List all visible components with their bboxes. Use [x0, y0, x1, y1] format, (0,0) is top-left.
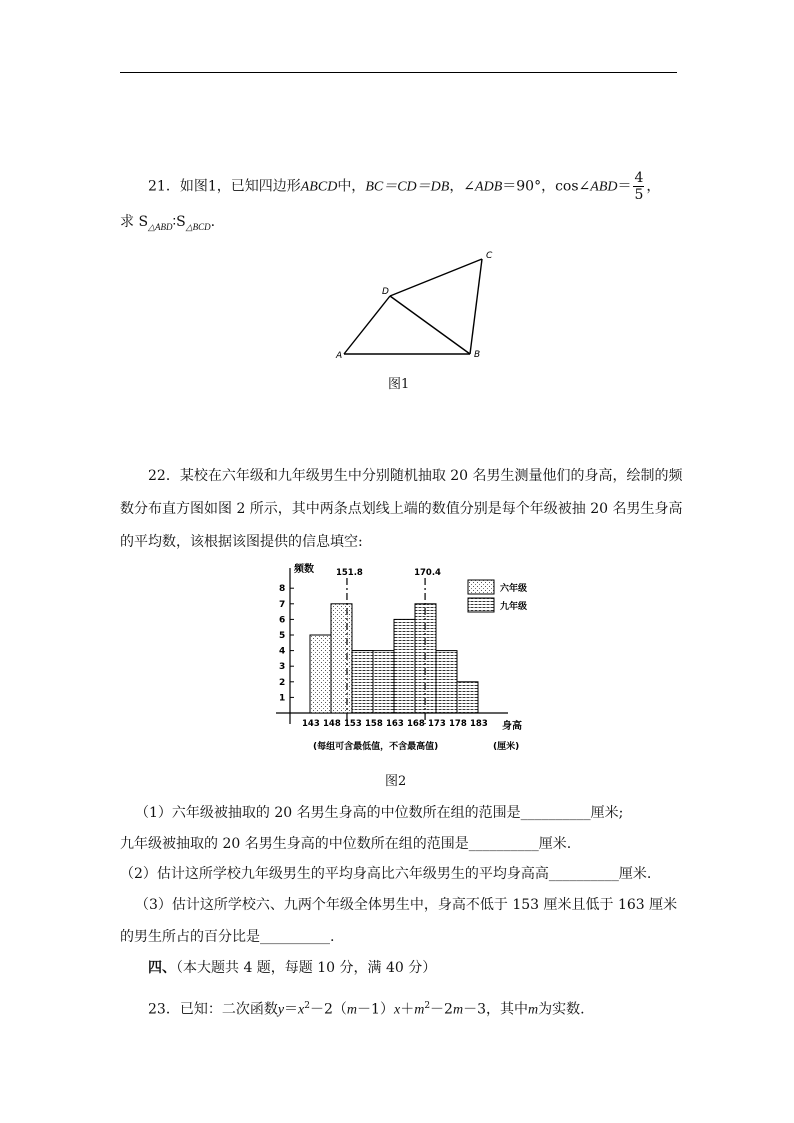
- q23-x2: x: [393, 1002, 401, 1018]
- x-tick-label: 143: [302, 719, 320, 729]
- y-tick-label: 2: [279, 677, 286, 688]
- vertex-label-B: B: [474, 350, 481, 360]
- q23-m1: m: [346, 1002, 358, 1018]
- q23-m3: m: [452, 1002, 464, 1018]
- q21-text-f: ，: [646, 178, 661, 195]
- bar-grade9: [457, 682, 478, 713]
- q21-text-d: ＝90°，cos∠: [502, 178, 591, 195]
- q23-sq1: 2: [304, 1001, 310, 1011]
- fraction-numerator: 4: [634, 170, 644, 186]
- x-tick-label: 148: [323, 719, 341, 729]
- figure-2-caption: 图2: [385, 774, 407, 789]
- mean-label: 151.8: [335, 568, 363, 578]
- q21-text-b: 中，: [337, 178, 366, 195]
- edge-CB: [470, 259, 482, 354]
- q21-text-c: ，∠: [449, 178, 476, 195]
- q22-part3b: 的男生所占的百分比是__________.: [120, 929, 335, 945]
- fraction-denominator: 5: [634, 187, 644, 203]
- q22-part3a: （3）估计这所学校六、九两个年级全体男生中，身高不低于 153 厘米且低于 163 厘米: [135, 897, 678, 913]
- q21-sub1: △ABD: [148, 221, 173, 232]
- figure-2-histogram: [268, 558, 558, 758]
- x-tick-label: 158: [365, 719, 383, 729]
- q23-b: ＝: [284, 1001, 299, 1018]
- vertex-label-A: A: [336, 351, 343, 361]
- edge-DB: [390, 296, 470, 354]
- chart-unit: (厘米): [493, 742, 520, 752]
- q23-a: 23．已知：二次函数: [148, 1001, 278, 1018]
- x-tick-label: 173: [428, 719, 446, 729]
- q21-abcd: ABCD: [300, 179, 338, 195]
- bar-grade6: [331, 604, 352, 713]
- q21-fraction: [633, 170, 644, 203]
- y-tick-label: 1: [279, 693, 286, 704]
- q22-part1b: 九年级被抽取的 20 名男生身高的中位数所在组的范围是__________厘米.: [120, 836, 572, 852]
- q23-y: y: [277, 1002, 285, 1018]
- vertex-label-C: C: [486, 251, 493, 261]
- q23-f: －2: [430, 1001, 453, 1018]
- x-tick-label: 183: [470, 719, 488, 729]
- q22-line2: 数分布直方图如图 2 所示，其中两条点划线上端的数值分别是每个年级被抽 20 名男生身高: [120, 501, 683, 517]
- legend-label-grade9: 九年级: [500, 602, 528, 612]
- q21-text-a: 如图1，已知四边形: [179, 178, 301, 195]
- edge-AD: [344, 296, 390, 354]
- q23-g: －3，其中: [463, 1001, 529, 1018]
- q22-part1a: （1）六年级被抽取的 20 名男生身高的中位数所在组的范围是__________厘米;: [135, 805, 624, 821]
- q21-sub2: △BCD: [185, 221, 211, 232]
- q21-line2: [120, 212, 215, 237]
- q22-part2: （2）估计这所学校九年级男生的平均身高比六年级男生的平均身高高__________厘米.: [120, 866, 652, 882]
- header-rule: [120, 72, 677, 73]
- edge-DC: [390, 259, 482, 296]
- y-tick-label: 5: [279, 631, 286, 641]
- x-tick-label: 153: [344, 719, 362, 729]
- bar-grade9: [436, 651, 457, 713]
- vertex-label-D: D: [382, 287, 389, 297]
- mean-label: 170.4: [414, 568, 441, 578]
- y-tick-label: 7: [279, 599, 286, 610]
- q23-sq2: 2: [424, 1001, 431, 1011]
- y-tick-label: 8: [279, 584, 286, 595]
- q21-line2-c: .: [210, 214, 216, 230]
- y-axis-title: 频数: [294, 564, 314, 575]
- q23-c: －2（: [310, 1001, 347, 1018]
- chart-note: (每组可含最低值，不含最高值): [313, 742, 439, 752]
- q21-adb: ADB: [475, 179, 503, 195]
- q22-line1: 22．某校在六年级和九年级男生中分别随机抽取 20 名男生测量他们的身高，绘制的频: [148, 468, 683, 484]
- x-tick-label: 178: [449, 719, 467, 729]
- y-tick-label: 3: [279, 662, 286, 673]
- section-4-heading: [148, 958, 436, 978]
- legend-swatch-grade6: [468, 580, 494, 594]
- q21-eq1: BC＝CD＝DB: [365, 179, 450, 195]
- bar-grade9: [373, 651, 394, 713]
- y-tick-label: 4: [279, 646, 286, 657]
- q21-line2-b: ∶S: [172, 214, 186, 230]
- q23-m2: m: [414, 1002, 425, 1018]
- y-tick-label: 6: [279, 615, 286, 626]
- figure-1-quadrilateral: [330, 240, 510, 370]
- legend-swatch-grade9: [468, 598, 494, 612]
- q23-m4: m: [528, 1002, 539, 1018]
- q23-x1: x: [298, 1002, 305, 1018]
- q21-number: 21．: [148, 178, 180, 195]
- bar-grade9: [352, 651, 373, 713]
- bar-grade9: [394, 619, 415, 713]
- q23-e: ＋: [400, 1001, 415, 1018]
- x-tick-label: 168: [407, 719, 425, 729]
- section-4-title: 四、: [148, 960, 176, 976]
- section-4-text: （本大题共 4 题，每题 10 分，满 40 分）: [176, 960, 437, 976]
- legend-label-grade6: 六年级: [500, 584, 528, 594]
- q21-text-e: ＝: [617, 178, 632, 195]
- bar-grade6: [310, 635, 331, 713]
- x-tick-label: 163: [386, 719, 404, 729]
- q21-line2-a: 求 S: [120, 214, 149, 230]
- q23-d: －1）: [357, 1001, 394, 1018]
- q23-h: 为实数.: [538, 1001, 585, 1018]
- q21-line1: [148, 170, 660, 203]
- figure-1-caption: 图1: [388, 377, 410, 392]
- q21-abd: ABD: [590, 179, 618, 195]
- q22-line3: 的平均数，该根据该图提供的信息填空:: [120, 534, 363, 550]
- q23-line: [148, 996, 585, 1021]
- x-axis-title: 身高: [502, 721, 522, 732]
